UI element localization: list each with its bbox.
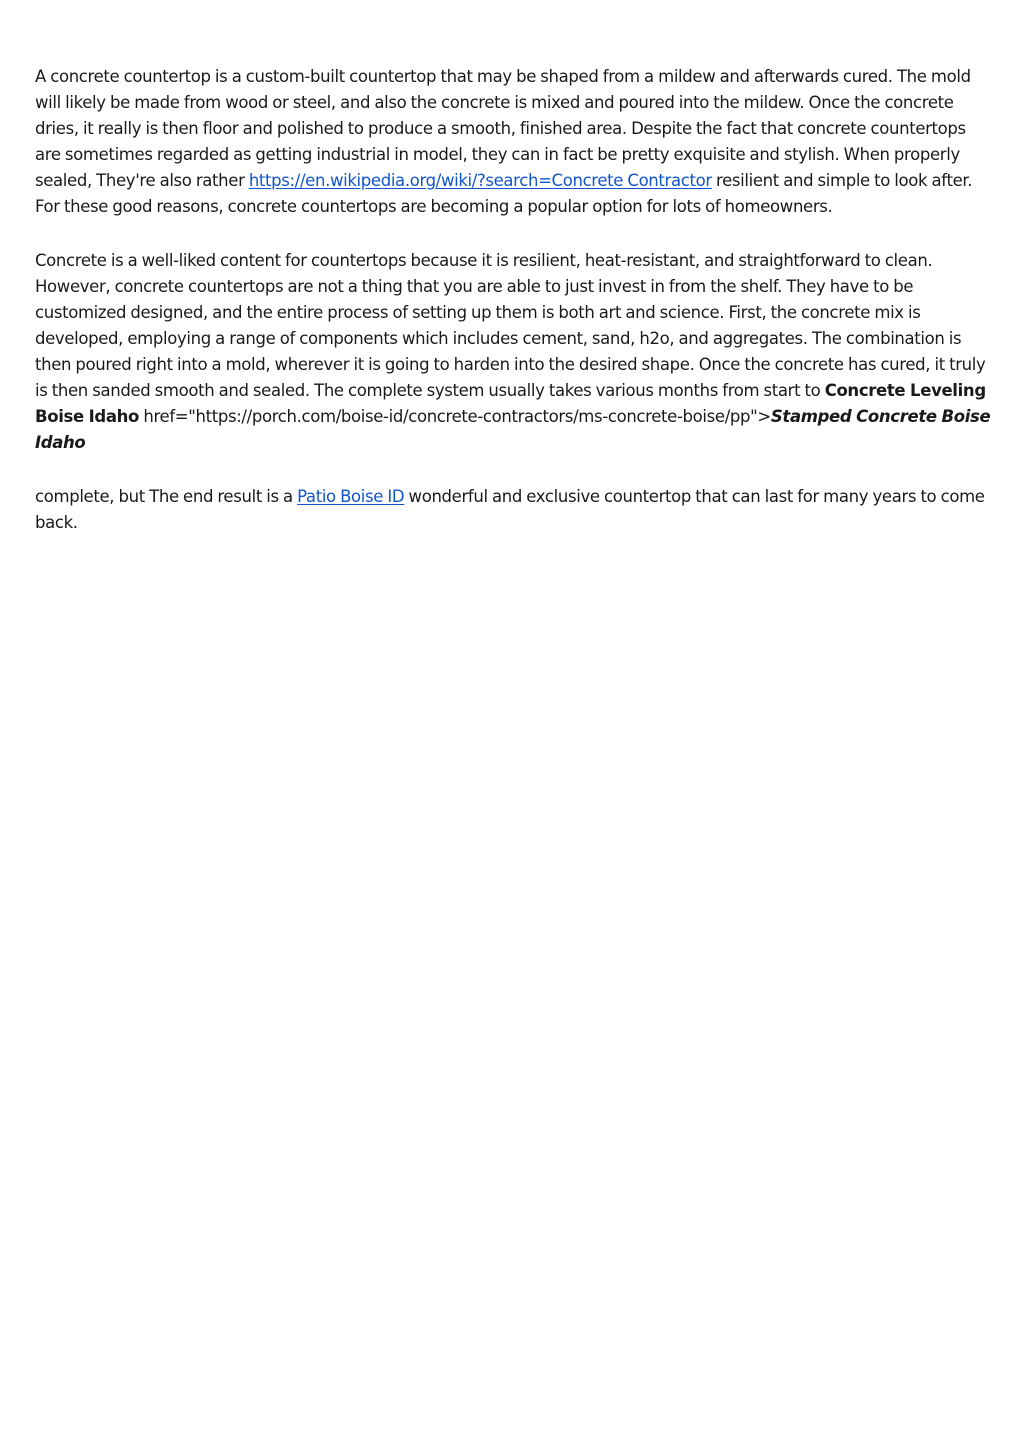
patio-boise-link[interactable]: Patio Boise ID <box>297 487 405 506</box>
paragraph-3 <box>35 484 993 536</box>
stamped-concrete-bold-italic-text: Stamped Concrete Boise Idaho <box>35 407 991 452</box>
wikipedia-search-link[interactable]: https://en.wikipedia.org/wiki/?search=Concrete Contractor <box>248 171 712 190</box>
paragraph-1-text-b: resilient and simple to look after. For these good reasons, concrete countertops are becoming a popular option for lots of homeowners. <box>35 171 973 216</box>
document-page <box>35 64 993 564</box>
paragraph-1 <box>35 64 993 220</box>
paragraph-3-text-b: wonderful and exclusive countertop that can last for many years to come back. <box>35 487 985 532</box>
paragraph-3-text-a: complete, but The end result is a <box>35 487 298 506</box>
paragraph-1-text-a: A concrete countertop is a custom-built countertop that may be shaped from a mildew and afterwards cured. The mold will likely be made from wood or steel, and also the concrete is mixed and poured into the mildew. Once the concrete dries, it really is then floor and polished to produce a smooth, finished area. Despite the fact that concrete countertops are sometimes regarded as getting industrial in model, they can in fact be pretty exquisite and stylish. When properly sealed, They're also rather <box>35 67 971 190</box>
paragraph-2-text-a: Concrete is a well-liked content for countertops because it is resilient, heat-resistant, and straightforward to clean. However, concrete countertops are not a thing that you are able to just invest in from the shelf. They have to be customized designed, and the entire process of setting up them is both art and science. First, the concrete mix is developed, employing a range of components which includes cement, sand, h2o, and aggregates. The combination is then poured right into a mold, wherever it is going to harden into the desired shape. Once the concrete has cured, it truly is then sanded smooth and sealed. The complete system usually takes various months from start to <box>35 251 986 400</box>
concrete-leveling-bold-text: Concrete Leveling Boise Idaho <box>35 381 986 426</box>
paragraph-2 <box>35 248 993 456</box>
paragraph-2-text-b: href="https://porch.com/boise-id/concrete-contractors/ms-concrete-boise/pp"> <box>139 407 771 426</box>
